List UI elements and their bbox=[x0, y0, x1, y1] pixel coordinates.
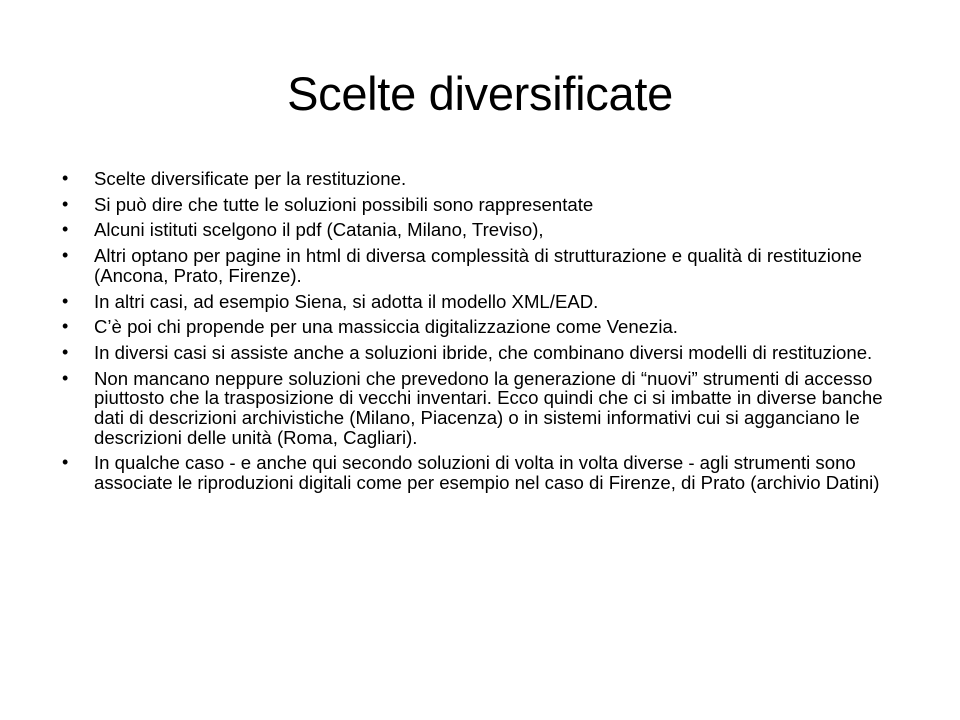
bullet-item: • C’è poi chi propende per una massiccia digitalizzazione come Venezia. bbox=[68, 317, 910, 337]
bullet-item: • In qualche caso - e anche qui secondo soluzioni di volta in volta diverse - agli strumenti sono associate le riproduzioni digitali come per esempio nel caso di Firenze, di Prato (archivio Datini) bbox=[68, 453, 910, 492]
bullet-item: • Alcuni istituti scelgono il pdf (Catania, Milano, Treviso), bbox=[68, 220, 910, 240]
bullet-item: • Altri optano per pagine in html di diversa complessità di strutturazione e qualità di restituzione (Ancona, Prato, Firenze). bbox=[68, 246, 910, 285]
bullet-item: • Scelte diversificate per la restituzione. bbox=[68, 169, 910, 189]
bullet-item: • Non mancano neppure soluzioni che prevedono la generazione di “nuovi” strumenti di accesso piuttosto che la trasposizione di vecchi inventari. Ecco quindi che ci si imbatte in diverse banche dati di descrizioni archivistiche (Milano, Piacenza) o in sistemi informativi cui si agganciano le descrizioni delle unità (Roma, Cagliari). bbox=[68, 369, 910, 448]
bullet-list bbox=[68, 169, 910, 499]
bullet-item: • Si può dire che tutte le soluzioni possibili sono rappresentate bbox=[68, 195, 910, 215]
slide-title: Scelte diversificate bbox=[287, 67, 673, 120]
bullet-item: • In diversi casi si assiste anche a soluzioni ibride, che combinano diversi modelli di restituzione. bbox=[68, 343, 910, 363]
bullet-item: • In altri casi, ad esempio Siena, si adotta il modello XML/EAD. bbox=[68, 292, 910, 312]
